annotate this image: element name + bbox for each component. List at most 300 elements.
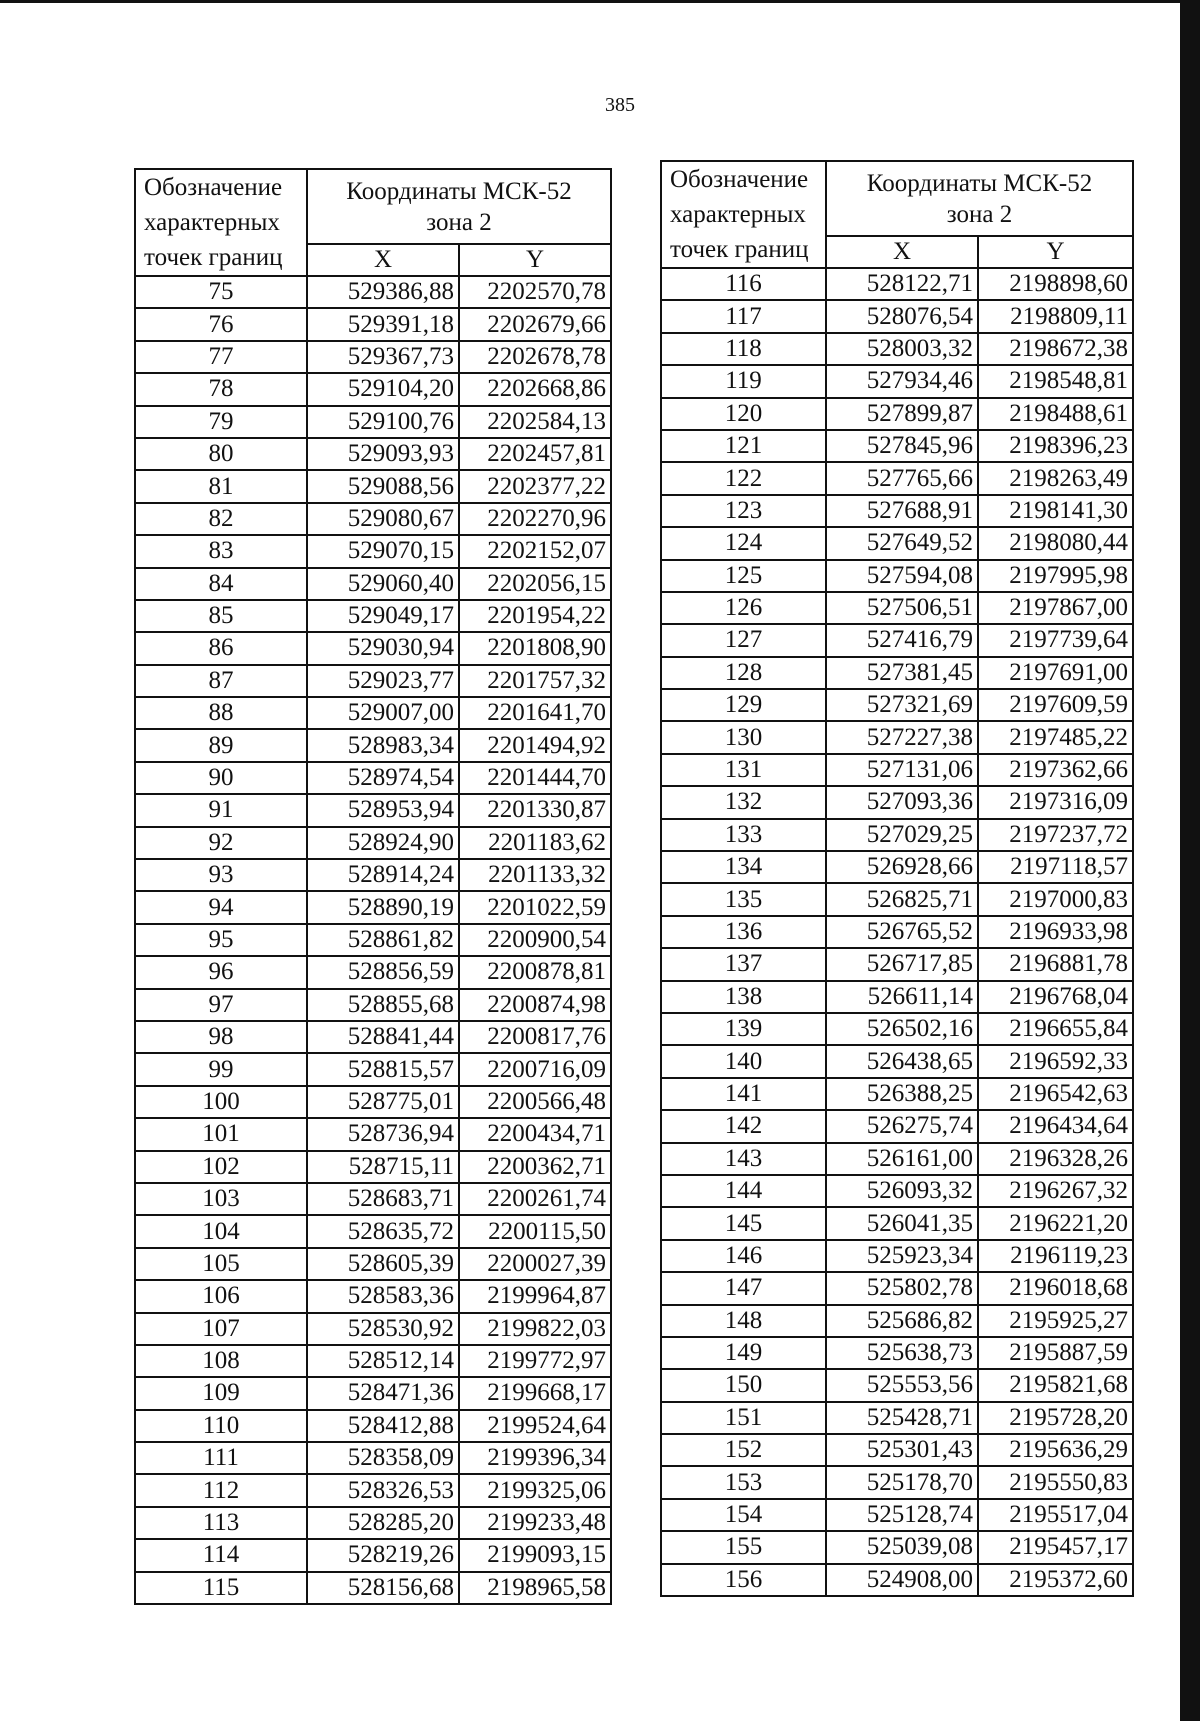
y-coordinate-cell: 2197609,59 [978, 689, 1133, 721]
x-column-header: X [826, 236, 978, 268]
y-coordinate-cell: 2198548,81 [978, 365, 1133, 397]
x-coordinate-cell: 528358,09 [307, 1442, 459, 1474]
point-number-cell: 107 [135, 1313, 307, 1345]
y-coordinate-cell: 2196542,63 [978, 1078, 1133, 1110]
point-number-cell: 102 [135, 1151, 307, 1183]
table-row [661, 1175, 1133, 1207]
x-coordinate-cell: 525638,73 [826, 1337, 978, 1369]
table-row [661, 268, 1133, 300]
point-number-cell: 130 [661, 721, 826, 753]
point-number-cell: 90 [135, 762, 307, 794]
y-coordinate-cell: 2200900,54 [459, 924, 611, 956]
table-row [661, 1337, 1133, 1369]
point-number-cell: 117 [661, 300, 826, 332]
point-number-cell: 140 [661, 1045, 826, 1077]
point-number-cell: 114 [135, 1539, 307, 1571]
y-coordinate-cell: 2201641,70 [459, 697, 611, 729]
y-coordinate-cell: 2198672,38 [978, 333, 1133, 365]
coordinates-table-left [134, 168, 612, 1605]
point-number-cell: 79 [135, 406, 307, 438]
table-row [135, 665, 611, 697]
coords-header-line1: Координаты МСК-52 [866, 169, 1093, 197]
coordinates-table-right [660, 160, 1134, 1597]
point-number-cell: 144 [661, 1175, 826, 1207]
designation-header-text: Обозначение характерных точек границ [144, 174, 283, 271]
point-number-cell: 101 [135, 1118, 307, 1150]
y-column-header: Y [978, 236, 1133, 268]
point-number-cell: 96 [135, 956, 307, 988]
y-coordinate-cell: 2199093,15 [459, 1539, 611, 1571]
point-number-cell: 125 [661, 560, 826, 592]
x-coordinate-cell: 528326,53 [307, 1474, 459, 1506]
x-coordinate-cell: 526388,25 [826, 1078, 978, 1110]
table-row [135, 956, 611, 988]
point-number-cell: 153 [661, 1466, 826, 1498]
table-row [135, 1053, 611, 1085]
x-coordinate-cell: 529070,15 [307, 535, 459, 567]
y-coordinate-cell: 2200115,50 [459, 1215, 611, 1247]
point-number-cell: 99 [135, 1053, 307, 1085]
table-row [135, 729, 611, 761]
x-coordinate-cell: 529100,76 [307, 406, 459, 438]
point-number-cell: 151 [661, 1402, 826, 1434]
y-coordinate-cell: 2201954,22 [459, 600, 611, 632]
point-number-cell: 113 [135, 1507, 307, 1539]
y-coordinate-cell: 2196881,78 [978, 948, 1133, 980]
table-row [135, 1021, 611, 1053]
table-row [135, 859, 611, 891]
point-number-cell: 77 [135, 341, 307, 373]
x-coordinate-cell: 526438,65 [826, 1045, 978, 1077]
table-row [135, 697, 611, 729]
x-coordinate-cell: 527416,79 [826, 624, 978, 656]
x-column-header: X [307, 244, 459, 276]
point-number-cell: 89 [135, 729, 307, 761]
x-coordinate-cell: 528156,68 [307, 1572, 459, 1604]
x-coordinate-cell: 525428,71 [826, 1402, 978, 1434]
table-row [661, 462, 1133, 494]
table-row [661, 1013, 1133, 1045]
point-number-cell: 84 [135, 568, 307, 600]
table-row [661, 1466, 1133, 1498]
y-coordinate-cell: 2202678,78 [459, 341, 611, 373]
table-body-right [661, 268, 1133, 1596]
x-coordinate-cell: 526275,74 [826, 1110, 978, 1142]
y-coordinate-cell: 2197739,64 [978, 624, 1133, 656]
table-row [135, 438, 611, 470]
scan-edge-right [1180, 0, 1200, 1721]
table-row [135, 1442, 611, 1474]
point-number-cell: 154 [661, 1499, 826, 1531]
table-row [135, 1215, 611, 1247]
coords-header [826, 161, 1133, 236]
x-coordinate-cell: 529023,77 [307, 665, 459, 697]
point-number-cell: 146 [661, 1240, 826, 1272]
y-coordinate-cell: 2195821,68 [978, 1369, 1133, 1401]
x-coordinate-cell: 527321,69 [826, 689, 978, 721]
point-number-cell: 134 [661, 851, 826, 883]
table-row [135, 406, 611, 438]
point-number-cell: 143 [661, 1143, 826, 1175]
point-number-cell: 132 [661, 786, 826, 818]
table-row [135, 1377, 611, 1409]
point-number-cell: 123 [661, 495, 826, 527]
y-coordinate-cell: 2201444,70 [459, 762, 611, 794]
point-number-cell: 142 [661, 1110, 826, 1142]
table-row [661, 560, 1133, 592]
x-coordinate-cell: 528122,71 [826, 268, 978, 300]
point-number-cell: 137 [661, 948, 826, 980]
point-number-cell: 156 [661, 1564, 826, 1596]
table-row [135, 600, 611, 632]
y-coordinate-cell: 2201494,92 [459, 729, 611, 761]
point-number-cell: 106 [135, 1280, 307, 1312]
x-coordinate-cell: 528285,20 [307, 1507, 459, 1539]
x-coordinate-cell: 529030,94 [307, 632, 459, 664]
point-number-cell: 135 [661, 883, 826, 915]
point-number-cell: 110 [135, 1410, 307, 1442]
x-coordinate-cell: 528715,11 [307, 1151, 459, 1183]
x-coordinate-cell: 527594,08 [826, 560, 978, 592]
x-coordinate-cell: 528583,36 [307, 1280, 459, 1312]
x-coordinate-cell: 528983,34 [307, 729, 459, 761]
table-row [661, 689, 1133, 721]
table-row [135, 1280, 611, 1312]
coords-header-line2: зона 2 [946, 200, 1013, 228]
point-number-cell: 91 [135, 794, 307, 826]
point-number-cell: 75 [135, 276, 307, 308]
point-number-cell: 138 [661, 981, 826, 1013]
point-number-cell: 83 [135, 535, 307, 567]
table-row [661, 398, 1133, 430]
table-row [135, 341, 611, 373]
y-coordinate-cell: 2200566,48 [459, 1086, 611, 1118]
y-coordinate-cell: 2200027,39 [459, 1248, 611, 1280]
x-coordinate-cell: 529093,93 [307, 438, 459, 470]
x-coordinate-cell: 526928,66 [826, 851, 978, 883]
y-coordinate-cell: 2196328,26 [978, 1143, 1133, 1175]
y-coordinate-cell: 2198396,23 [978, 430, 1133, 462]
point-number-cell: 88 [135, 697, 307, 729]
y-coordinate-cell: 2195925,27 [978, 1305, 1133, 1337]
x-coordinate-cell: 528914,24 [307, 859, 459, 891]
x-coordinate-cell: 528861,82 [307, 924, 459, 956]
y-coordinate-cell: 2197118,57 [978, 851, 1133, 883]
table-row [661, 981, 1133, 1013]
table-row [135, 308, 611, 340]
y-coordinate-cell: 2199233,48 [459, 1507, 611, 1539]
point-number-cell: 149 [661, 1337, 826, 1369]
y-coordinate-cell: 2202270,96 [459, 503, 611, 535]
coords-header-line2: зона 2 [426, 208, 492, 236]
table-row [661, 851, 1133, 883]
table-row [661, 1207, 1133, 1239]
table-row [135, 1151, 611, 1183]
x-coordinate-cell: 526041,35 [826, 1207, 978, 1239]
x-coordinate-cell: 527131,06 [826, 754, 978, 786]
point-number-cell: 129 [661, 689, 826, 721]
x-coordinate-cell: 528841,44 [307, 1021, 459, 1053]
point-number-cell: 124 [661, 527, 826, 559]
coords-header [307, 169, 611, 244]
point-number-cell: 97 [135, 989, 307, 1021]
y-coordinate-cell: 2201183,62 [459, 827, 611, 859]
point-number-cell: 98 [135, 1021, 307, 1053]
x-coordinate-cell: 525178,70 [826, 1466, 978, 1498]
table-row [135, 1118, 611, 1150]
table-row [135, 891, 611, 923]
table-row [661, 819, 1133, 851]
x-coordinate-cell: 525802,78 [826, 1272, 978, 1304]
designation-header [661, 161, 826, 268]
point-number-cell: 112 [135, 1474, 307, 1506]
x-coordinate-cell: 528471,36 [307, 1377, 459, 1409]
table-row [135, 503, 611, 535]
table-row [661, 430, 1133, 462]
point-number-cell: 131 [661, 754, 826, 786]
table-row [661, 883, 1133, 915]
table-row [135, 1410, 611, 1442]
x-coordinate-cell: 528683,71 [307, 1183, 459, 1215]
y-coordinate-cell: 2196434,64 [978, 1110, 1133, 1142]
point-number-cell: 82 [135, 503, 307, 535]
table-row [135, 1539, 611, 1571]
table-row [135, 1507, 611, 1539]
y-coordinate-cell: 2196267,32 [978, 1175, 1133, 1207]
table-row [661, 1564, 1133, 1596]
x-coordinate-cell: 526765,52 [826, 916, 978, 948]
x-coordinate-cell: 528856,59 [307, 956, 459, 988]
point-number-cell: 100 [135, 1086, 307, 1118]
y-coordinate-cell: 2201330,87 [459, 794, 611, 826]
point-number-cell: 145 [661, 1207, 826, 1239]
x-coordinate-cell: 527649,52 [826, 527, 978, 559]
x-coordinate-cell: 529391,18 [307, 308, 459, 340]
y-coordinate-cell: 2202457,81 [459, 438, 611, 470]
y-coordinate-cell: 2197237,72 [978, 819, 1133, 851]
table-row [661, 333, 1133, 365]
table-row [135, 568, 611, 600]
point-number-cell: 104 [135, 1215, 307, 1247]
y-coordinate-cell: 2197362,66 [978, 754, 1133, 786]
coords-header-line1: Координаты МСК-52 [346, 177, 572, 205]
y-coordinate-cell: 2196018,68 [978, 1272, 1133, 1304]
designation-header [135, 169, 307, 276]
x-coordinate-cell: 527093,36 [826, 786, 978, 818]
y-coordinate-cell: 2199524,64 [459, 1410, 611, 1442]
table-row [135, 1183, 611, 1215]
y-coordinate-cell: 2195636,29 [978, 1434, 1133, 1466]
point-number-cell: 94 [135, 891, 307, 923]
y-coordinate-cell: 2202668,86 [459, 373, 611, 405]
table-row [135, 1086, 611, 1118]
table-row [135, 373, 611, 405]
point-number-cell: 86 [135, 632, 307, 664]
table-row [661, 1143, 1133, 1175]
y-coordinate-cell: 2201022,59 [459, 891, 611, 923]
x-coordinate-cell: 528003,32 [826, 333, 978, 365]
table-row [661, 721, 1133, 753]
point-number-cell: 148 [661, 1305, 826, 1337]
x-coordinate-cell: 528953,94 [307, 794, 459, 826]
x-coordinate-cell: 529386,88 [307, 276, 459, 308]
point-number-cell: 76 [135, 308, 307, 340]
y-coordinate-cell: 2196592,33 [978, 1045, 1133, 1077]
point-number-cell: 141 [661, 1078, 826, 1110]
x-coordinate-cell: 528974,54 [307, 762, 459, 794]
page-number: 385 [605, 94, 635, 116]
x-coordinate-cell: 528855,68 [307, 989, 459, 1021]
table-row [661, 1110, 1133, 1142]
y-coordinate-cell: 2197995,98 [978, 560, 1133, 592]
table-row [135, 632, 611, 664]
x-coordinate-cell: 525039,08 [826, 1531, 978, 1563]
y-coordinate-cell: 2201133,32 [459, 859, 611, 891]
point-number-cell: 78 [135, 373, 307, 405]
table-row [661, 624, 1133, 656]
table-row [661, 1369, 1133, 1401]
table-row [135, 924, 611, 956]
y-coordinate-cell: 2200362,71 [459, 1151, 611, 1183]
x-coordinate-cell: 525301,43 [826, 1434, 978, 1466]
y-coordinate-cell: 2195372,60 [978, 1564, 1133, 1596]
y-coordinate-cell: 2198263,49 [978, 462, 1133, 494]
point-number-cell: 127 [661, 624, 826, 656]
x-coordinate-cell: 528219,26 [307, 1539, 459, 1571]
x-coordinate-cell: 529367,73 [307, 341, 459, 373]
x-coordinate-cell: 529049,17 [307, 600, 459, 632]
y-coordinate-cell: 2196768,04 [978, 981, 1133, 1013]
y-coordinate-cell: 2199325,06 [459, 1474, 611, 1506]
table-row [661, 786, 1133, 818]
x-coordinate-cell: 528512,14 [307, 1345, 459, 1377]
scan-edge-top [0, 0, 1200, 3]
point-number-cell: 155 [661, 1531, 826, 1563]
x-coordinate-cell: 525128,74 [826, 1499, 978, 1531]
table-row [135, 1313, 611, 1345]
point-number-cell: 150 [661, 1369, 826, 1401]
table-row [135, 794, 611, 826]
point-number-cell: 81 [135, 470, 307, 502]
x-coordinate-cell: 527899,87 [826, 398, 978, 430]
table-row [135, 470, 611, 502]
x-coordinate-cell: 528815,57 [307, 1053, 459, 1085]
x-coordinate-cell: 528924,90 [307, 827, 459, 859]
x-coordinate-cell: 528635,72 [307, 1215, 459, 1247]
table-row [661, 1272, 1133, 1304]
y-coordinate-cell: 2198898,60 [978, 268, 1133, 300]
x-coordinate-cell: 525923,34 [826, 1240, 978, 1272]
x-coordinate-cell: 527765,66 [826, 462, 978, 494]
point-number-cell: 93 [135, 859, 307, 891]
point-number-cell: 80 [135, 438, 307, 470]
table-row [661, 1434, 1133, 1466]
point-number-cell: 120 [661, 398, 826, 430]
table-row [661, 300, 1133, 332]
x-coordinate-cell: 526161,00 [826, 1143, 978, 1175]
point-number-cell: 136 [661, 916, 826, 948]
table-row [661, 1531, 1133, 1563]
point-number-cell: 105 [135, 1248, 307, 1280]
x-coordinate-cell: 527506,51 [826, 592, 978, 624]
y-coordinate-cell: 2200817,76 [459, 1021, 611, 1053]
table-row [661, 916, 1133, 948]
point-number-cell: 103 [135, 1183, 307, 1215]
designation-header-text: Обозначение характерных точек границ [670, 166, 809, 263]
point-number-cell: 108 [135, 1345, 307, 1377]
point-number-cell: 128 [661, 657, 826, 689]
y-coordinate-cell: 2196933,98 [978, 916, 1133, 948]
y-coordinate-cell: 2199396,34 [459, 1442, 611, 1474]
y-coordinate-cell: 2198080,44 [978, 527, 1133, 559]
y-coordinate-cell: 2197316,09 [978, 786, 1133, 818]
y-coordinate-cell: 2199822,03 [459, 1313, 611, 1345]
table-row [661, 495, 1133, 527]
table-row [135, 535, 611, 567]
table-row [661, 592, 1133, 624]
y-coordinate-cell: 2202570,78 [459, 276, 611, 308]
y-coordinate-cell: 2202679,66 [459, 308, 611, 340]
y-coordinate-cell: 2200874,98 [459, 989, 611, 1021]
table-row [661, 1078, 1133, 1110]
point-number-cell: 118 [661, 333, 826, 365]
table-row [661, 657, 1133, 689]
table-row [135, 762, 611, 794]
table-row [135, 989, 611, 1021]
point-number-cell: 115 [135, 1572, 307, 1604]
point-number-cell: 116 [661, 268, 826, 300]
x-coordinate-cell: 527688,91 [826, 495, 978, 527]
x-coordinate-cell: 524908,00 [826, 1564, 978, 1596]
point-number-cell: 121 [661, 430, 826, 462]
y-coordinate-cell: 2195728,20 [978, 1402, 1133, 1434]
point-number-cell: 147 [661, 1272, 826, 1304]
x-coordinate-cell: 527381,45 [826, 657, 978, 689]
y-coordinate-cell: 2200716,09 [459, 1053, 611, 1085]
table-row [661, 365, 1133, 397]
y-coordinate-cell: 2196221,20 [978, 1207, 1133, 1239]
y-coordinate-cell: 2201808,90 [459, 632, 611, 664]
y-coordinate-cell: 2200434,71 [459, 1118, 611, 1150]
x-coordinate-cell: 528890,19 [307, 891, 459, 923]
table-row [661, 527, 1133, 559]
y-coordinate-cell: 2200261,74 [459, 1183, 611, 1215]
y-coordinate-cell: 2195550,83 [978, 1466, 1133, 1498]
y-coordinate-cell: 2202152,07 [459, 535, 611, 567]
x-coordinate-cell: 526825,71 [826, 883, 978, 915]
x-coordinate-cell: 529104,20 [307, 373, 459, 405]
y-coordinate-cell: 2202584,13 [459, 406, 611, 438]
y-coordinate-cell: 2202056,15 [459, 568, 611, 600]
y-coordinate-cell: 2198488,61 [978, 398, 1133, 430]
table-row [661, 1402, 1133, 1434]
x-coordinate-cell: 527934,46 [826, 365, 978, 397]
x-coordinate-cell: 525553,56 [826, 1369, 978, 1401]
x-coordinate-cell: 529080,67 [307, 503, 459, 535]
table-row [135, 827, 611, 859]
point-number-cell: 133 [661, 819, 826, 851]
x-coordinate-cell: 526093,32 [826, 1175, 978, 1207]
table-row [661, 1305, 1133, 1337]
x-coordinate-cell: 525686,82 [826, 1305, 978, 1337]
x-coordinate-cell: 529088,56 [307, 470, 459, 502]
y-coordinate-cell: 2196119,23 [978, 1240, 1133, 1272]
x-coordinate-cell: 528076,54 [826, 300, 978, 332]
y-coordinate-cell: 2198965,58 [459, 1572, 611, 1604]
y-coordinate-cell: 2199772,97 [459, 1345, 611, 1377]
table-body-left [135, 276, 611, 1604]
x-coordinate-cell: 527227,38 [826, 721, 978, 753]
